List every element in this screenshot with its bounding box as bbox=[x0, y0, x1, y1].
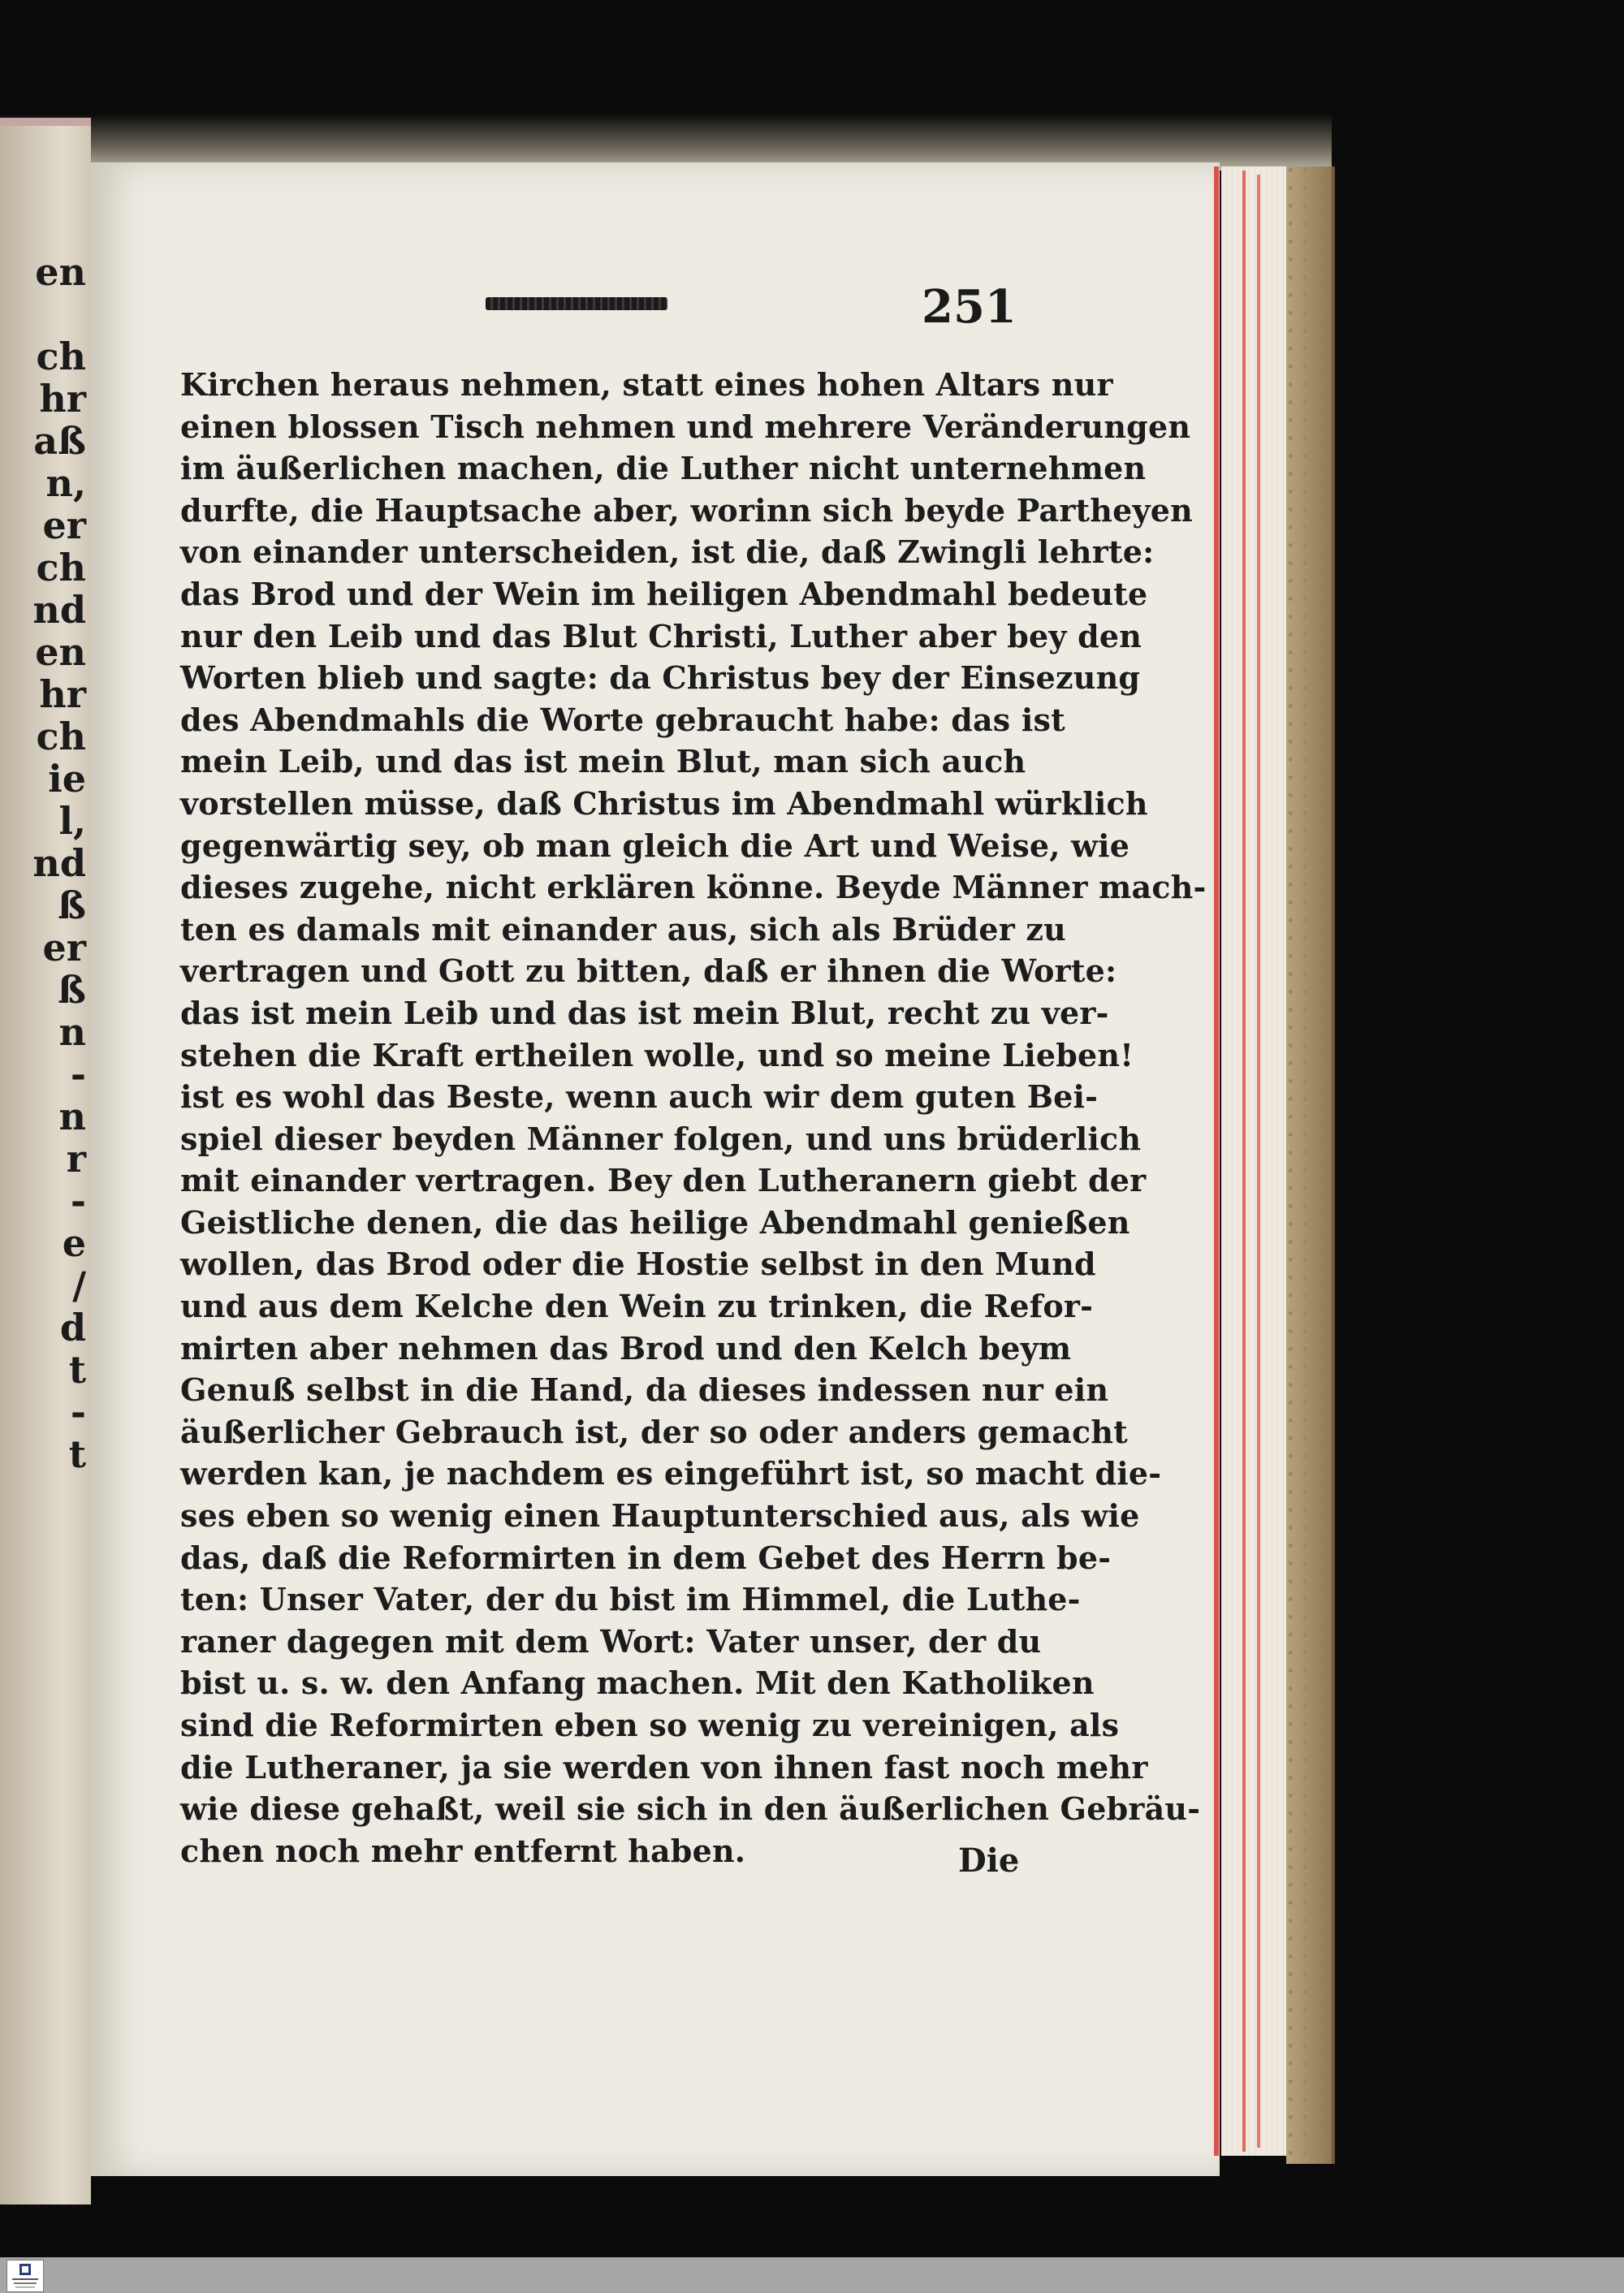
text-line: dieses zugehe, nicht erklären könne. Beyde Männer mach- bbox=[180, 869, 1207, 906]
text-line: im äußerlichen machen, die Luther nicht unternehmen bbox=[180, 450, 1147, 487]
left-page-fragment: t bbox=[68, 1432, 86, 1476]
page-number: 251 bbox=[922, 280, 1017, 334]
text-line: ten es damals mit einander aus, sich als Brüder zu bbox=[180, 910, 1066, 948]
text-line: Genuß selbst in die Hand, da dieses indessen nur ein bbox=[180, 1371, 1109, 1409]
left-page-fragment: ß bbox=[58, 883, 86, 927]
left-facing-page bbox=[0, 118, 91, 2204]
text-line: wollen, das Brod oder die Hostie selbst in den Mund bbox=[180, 1246, 1096, 1283]
text-line: das, daß die Reformirten in dem Gebet des Herrn be- bbox=[180, 1539, 1112, 1576]
left-page-fragment: ch bbox=[36, 546, 86, 589]
left-page-fragment: hr bbox=[39, 672, 86, 716]
left-page-fragment: en bbox=[35, 250, 86, 294]
left-page-fragment: r bbox=[66, 1137, 86, 1181]
text-line: gegenwärtig sey, ob man gleich die Art und Weise, wie bbox=[180, 827, 1130, 864]
text-line: stehen die Kraft ertheilen wolle, und so meine Lieben! bbox=[180, 1036, 1134, 1073]
text-line: das Brod und der Wein im heiligen Abendmahl bedeute bbox=[180, 575, 1148, 612]
text-line: Kirchen heraus nehmen, statt eines hohen Altars nur bbox=[180, 366, 1113, 403]
left-page-fragment: er bbox=[42, 926, 86, 969]
left-page-fragment: n bbox=[58, 1010, 86, 1054]
text-block bbox=[180, 364, 1207, 1872]
left-page-fragment: en bbox=[35, 630, 86, 674]
header-rule bbox=[486, 297, 667, 310]
text-line: äußerlicher Gebrauch ist, der so oder anders gemacht bbox=[180, 1413, 1128, 1450]
left-page-fragment: - bbox=[70, 1390, 86, 1434]
text-line: mirten aber nehmen das Brod und den Kelch beym bbox=[180, 1329, 1072, 1367]
text-line: ten: Unser Vater, der du bist im Himmel, die Luthe- bbox=[180, 1581, 1081, 1618]
red-edge-2 bbox=[1242, 171, 1246, 2152]
left-page-fragment: d bbox=[59, 1306, 86, 1349]
text-line: nur den Leib und das Blut Christi, Luther aber bey den bbox=[180, 617, 1142, 654]
text-line: Worten blieb und sagte: da Christus bey der Einsezung bbox=[180, 659, 1141, 697]
left-page-fragment: er bbox=[42, 503, 86, 547]
left-page-fragment: e bbox=[62, 1221, 86, 1265]
text-line: mein Leib, und das ist mein Blut, man sich auch bbox=[180, 743, 1026, 780]
catchword: Die bbox=[958, 1842, 1020, 1880]
text-line: sind die Reformirten eben so wenig zu vereinigen, als bbox=[180, 1707, 1120, 1743]
text-line: und aus dem Kelche den Wein zu trinken, die Refor- bbox=[180, 1288, 1094, 1325]
left-page-fragment: n bbox=[58, 1095, 86, 1138]
left-page-fragment: - bbox=[70, 1052, 86, 1096]
text-line: des Abendmahls die Worte gebraucht habe: das ist bbox=[180, 701, 1065, 738]
text-line: chen noch mehr entfernt haben. bbox=[180, 1832, 746, 1869]
red-edge-1 bbox=[1214, 166, 1219, 2156]
text-line: bist u. s. w. den Anfang machen. Mit den Katholiken bbox=[180, 1665, 1095, 1702]
left-page-fragment: t bbox=[68, 1348, 86, 1392]
book-cover-edge bbox=[1286, 166, 1335, 2164]
text-line: Geistliche denen, die das heilige Abendmahl genießen bbox=[180, 1203, 1130, 1241]
text-line: vertragen und Gott zu bitten, daß er ihnen die Worte: bbox=[180, 952, 1117, 990]
text-line: einen blossen Tisch nehmen und mehrere Veränderungen bbox=[180, 408, 1191, 445]
left-page-fragment: l, bbox=[58, 799, 86, 843]
text-line: wie diese gehaßt, weil sie sich in den äußerlichen Gebräu- bbox=[180, 1790, 1201, 1828]
text-line: von einander unterscheiden, ist die, daß Zwingli lehrte: bbox=[180, 533, 1155, 571]
text-line: werden kan, je nachdem es eingeführt ist, so macht die- bbox=[180, 1455, 1162, 1492]
text-line: vorstellen müsse, daß Christus im Abendmahl würklich bbox=[180, 784, 1148, 822]
left-page-fragment: ie bbox=[48, 757, 86, 801]
text-line: die Lutheraner, ja sie werden von ihnen fast noch mehr bbox=[180, 1748, 1148, 1786]
text-line: durfte, die Hauptsache aber, worinn sich beyde Partheyen bbox=[180, 491, 1193, 529]
text-line: das ist mein Leib und das ist mein Blut, recht zu ver- bbox=[180, 994, 1109, 1031]
library-logo-icon[interactable] bbox=[6, 2260, 44, 2292]
left-page-fragment: / bbox=[72, 1263, 86, 1307]
left-page-fragment: - bbox=[70, 1179, 86, 1223]
page-edges bbox=[1221, 166, 1286, 2156]
left-page-fragment: nd bbox=[32, 841, 86, 885]
left-page-fragment: ß bbox=[58, 968, 86, 1012]
left-page-fragment: n, bbox=[45, 461, 86, 505]
text-line: ses eben so wenig einen Hauptunterschied aus, als wie bbox=[180, 1497, 1140, 1535]
red-edge-3 bbox=[1257, 175, 1260, 2148]
left-page-fragment: aß bbox=[33, 419, 86, 463]
text-line: ist es wohl das Beste, wenn auch wir dem guten Bei- bbox=[180, 1078, 1099, 1116]
left-page-fragment: ch bbox=[36, 335, 86, 378]
text-line: raner dagegen mit dem Wort: Vater unser, der du bbox=[180, 1622, 1042, 1660]
text-line: mit einander vertragen. Bey den Lutheranern giebt der bbox=[180, 1162, 1147, 1199]
left-page-fragment: nd bbox=[32, 588, 86, 632]
left-page-fragment: hr bbox=[39, 377, 86, 421]
left-page-fragment: ch bbox=[36, 715, 86, 758]
text-line: spiel dieser beyden Männer folgen, und uns brüderlich bbox=[180, 1120, 1142, 1157]
viewer-bottom-bar bbox=[0, 2257, 1624, 2293]
